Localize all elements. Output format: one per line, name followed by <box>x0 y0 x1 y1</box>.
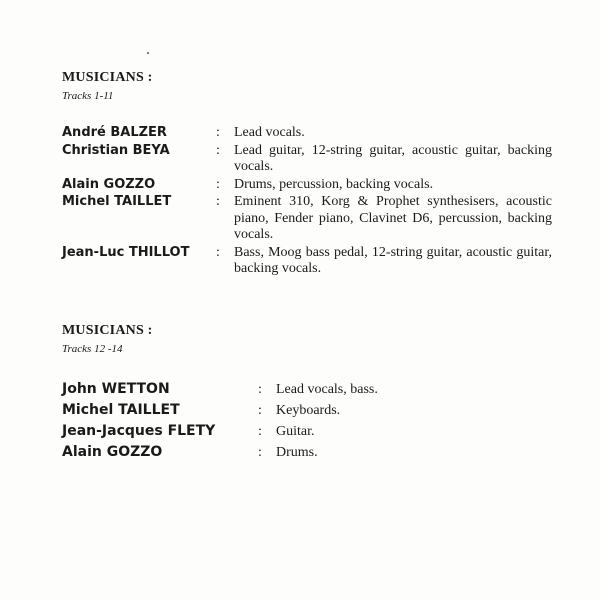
separator: : <box>216 244 220 260</box>
print-speck <box>147 52 149 54</box>
musician-row <box>62 143 552 176</box>
musician-role: Lead guitar, 12-string guitar, acoustic guitar, backing vocals. <box>234 142 552 174</box>
musician-name: Christian BEYA <box>62 142 170 158</box>
musician-row <box>62 125 552 142</box>
separator: : <box>216 176 220 192</box>
musician-role: Lead vocals. <box>234 125 305 140</box>
musician-name: Michel TAILLET <box>62 402 180 418</box>
musician-name: Alain GOZZO <box>62 444 163 460</box>
section-heading: MUSICIANS : <box>62 70 153 85</box>
musician-row <box>62 177 552 194</box>
musician-list <box>62 380 552 462</box>
musician-row <box>62 422 552 441</box>
musicians-section-tracks-12-14 <box>62 322 552 462</box>
musician-role: Drums, percussion, backing vocals. <box>234 176 434 192</box>
musician-row <box>62 443 552 462</box>
musicians-section-tracks-1-11 <box>62 69 552 278</box>
musician-role: Lead vocals, bass. <box>276 382 378 397</box>
musician-role: Keyboards. <box>276 403 341 418</box>
separator: : <box>216 125 220 140</box>
section-heading: MUSICIANS : <box>62 323 153 338</box>
musician-name: André BALZER <box>62 125 167 140</box>
musician-role: Drums. <box>276 445 318 460</box>
musician-row <box>62 401 552 420</box>
separator: : <box>258 424 262 439</box>
musician-row <box>62 380 552 399</box>
musician-row <box>62 194 552 244</box>
musician-role: Guitar. <box>276 424 315 439</box>
tracks-label: Tracks 12 -14 <box>62 343 123 355</box>
musician-row <box>62 245 552 278</box>
separator: : <box>258 382 262 397</box>
tracks-label: Tracks 1-11 <box>62 90 114 102</box>
musician-role: Bass, Moog bass pedal, 12-string guitar, acoustic guitar, backing vocals. <box>234 244 552 276</box>
musician-name: Jean-Luc THILLOT <box>62 244 190 260</box>
separator: : <box>216 194 220 209</box>
musician-name: Michel TAILLET <box>62 194 172 209</box>
musician-name: Alain GOZZO <box>62 176 156 192</box>
musician-role: Eminent 310, Korg & Prophet synthesisers, acoustic piano, Fender piano, Clavinet D6, percussion, backing vocals. <box>234 194 552 242</box>
musician-list <box>62 125 552 278</box>
musician-name: Jean-Jacques FLETY <box>62 423 216 439</box>
musician-name: John WETTON <box>62 381 170 397</box>
separator: : <box>258 403 262 418</box>
separator: : <box>258 445 262 460</box>
separator: : <box>216 142 220 158</box>
